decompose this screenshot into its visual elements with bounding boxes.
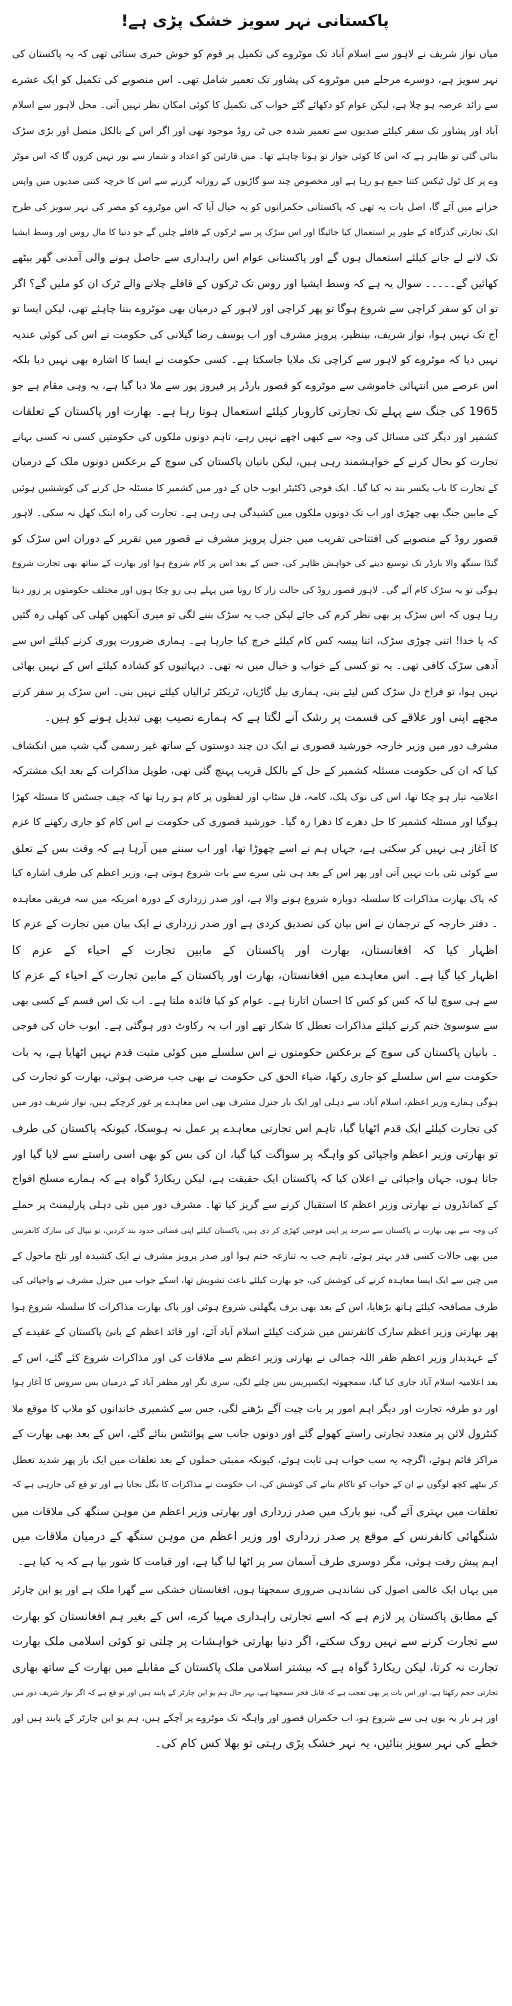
- article-line: ہوگیا اور مسئلہ کشمیر کا حل دھرے کا دھرا رہ گیا۔ خورشید قصوری کی حکومت نے اس کام کو جاری رکھنے کا عزم: [12, 817, 498, 828]
- article-line: اظہار کیا کہ افغانستان، بھارت اور پاکستان کے مابین تجارت کے احیاء کے عزم کا: [12, 942, 498, 957]
- article-line: کیا کہ ان کی حکومت مسئلہ کشمیر کے حل کے بالکل قریب پہنچ گئی تھی، طویل مذاکرات کے بعد ایک مشترکہ: [12, 765, 498, 777]
- article-line: کھائیں گے۔۔۔۔۔ سوال یہ ہے کہ وسط ایشیا اور روس تک ٹرکوں کے قافلے چلانے والے ٹرک ان کو ملیں گے؟ اگر: [12, 277, 498, 290]
- article-line: اعلامیہ تیار ہو چکا تھا، اس کی نوک پلک، کامہ، فل سٹاپ اور لفظوں پر کام ہو رہا تھا کہ چیف جسٹس کا مسئلہ کھڑا: [12, 791, 498, 803]
- article-line: وے پر کل ٹول ٹیکس کتنا جمع ہو رہا ہے اور مخصوص چند سو گاڑیوں کے روزانہ گزرنے سے اس کا خرچہ کتنی صدیوں میں واپس: [12, 176, 498, 187]
- article-line: تو بھارتی وزیر اعظم واجپائی کو واہگہ پر سواگت کیا گیا، ان کی بس کو بھی اسی راستے سے لایا گیا اور: [12, 1147, 498, 1161]
- article-line: شنگھائی کانفرنس کے موقع پر صدر زرداری اور وزیر اعظم من موہن سنگھ کے درمیان ملاقات میں: [12, 1529, 498, 1543]
- article-line: آج تک نہیں ہوا، نواز شریف، بینظیر، پرویز مشرف اور اب یوسف رضا گیلانی کی حکومت نے اس کی کوئی عندیہ: [12, 328, 498, 341]
- article-line: تجارتی حجم رکھتا ہے، اور اس بات پر بھی تعجب ہے کہ قابل فخر سمجھتا ہے، بہر حال ہم یو این چارٹر کے پابند ہیں اور تو قع ہے کہ اگر نواز شریف دور میں: [12, 1688, 498, 1697]
- article-line: خطے کی نہر سویز بنائیں، یہ نہر خشک پڑی رہتی تو بھلا کس کام کی۔: [154, 1736, 498, 1750]
- article-line: کنٹرول لائن پر متعدد تجارتی راستے کھولے گئے اور دونوں جانب سے پوائنٹس بنائے گئے، اس کے بعد بھی بھارت کے: [12, 1428, 498, 1440]
- article-line: اس عرصے میں انتہائی خاموشی سے موٹروے کو قصور بارڈر پر فیروز پور سے ملا دیا گیا ہے، یہ وہی مقام ہے جو: [12, 379, 498, 392]
- article-body: [12, 42, 498, 1757]
- article-line: میں بھی حالات کسی قدر بہتر ہوئے، تاہم جب یہ تنازعہ ختم ہوا اور صدر پرویز مشرف نے ایک کشیدہ اور تلخ ماحول کے: [12, 1250, 498, 1262]
- article-line: اور ہر بار یہ یوں ہی سے شروع ہو، اب حکمران قصور اور واہگہ تک موٹروے پر آچکے ہیں، ہم یو این چارٹر کے پابند ہیں اور: [12, 1712, 498, 1724]
- article-line: سے زائد عرصہ ہو چلا ہے، لیکن عوام کو دکھائے گئے خواب کی تکمیل کا کوئی امکان نظر نہیں آتی۔ محل لاہور سے اسلام: [12, 100, 498, 111]
- article-line: میں چین سے ایک ایسا معاہدہ کرنے کی کوشش کی، جو بھارت کیلئے باعث تشویش تھا، اسکے جواب میں جنرل مشرف نے واجپائی کی: [12, 1276, 498, 1286]
- article-line: 1965 کی جنگ سے پہلے تک تجارتی کاروبار کیلئے استعمال ہوتا رہا ہے۔ بھارت اور پاکستان کے تعلقات: [12, 404, 498, 418]
- article-line: سے تجارت کرنے سے نہیں روک سکتے، اگر دنیا بھارتی خواہشات پر چلتی تو کوئی اسلامی ملک بھارت: [12, 1634, 498, 1648]
- article-line: کہ پاک بھارت مذاکرات کا سلسلہ دوبارہ شروع ہونے والا ہے، اور صدر زرداری کے دورہ امریکہ میں سہ فریقی معاہدہ: [12, 893, 498, 905]
- article-paragraph: [12, 734, 498, 1576]
- article-line: سے کوئی نئی بات نہیں آتی اور پھر اس کے بعد ہی نئی سرے سے بات شروع ہوتی ہے، وزیر اعظم کی طرف اشارہ کیا: [12, 868, 498, 879]
- article-line: تجارت نہ کرتا، لیکن ریکارڈ گواہ ہے کہ بیشتر اسلامی ملک پاکستان کے مقابلے میں بھارت کے ساتھ بھاری: [12, 1660, 498, 1674]
- article-line: سے ہی سوچ لیا کہ کس کو کس کا احسان اتارنا ہے۔ عوام کو کیا فائدہ ملتا ہے۔ اب تک اس قسم کے کسی بھی: [12, 994, 498, 1007]
- article-line: میں یہاں ایک عالمی اصول کی نشاندہی ضروری سمجھتا ہوں، افغانستان خشکی سے گھرا ملک ہے اور یو این چارٹر: [12, 1585, 498, 1596]
- article-line: سے سوسوئ ختم کرنے کیلئے مذاکرات تعطل کا شکار تھے اور اب یہ رکاوٹ دور ہوگئی ہے۔ ایوب خان کی فوجی: [12, 1020, 498, 1032]
- article-line: نہیں دیا کہ موٹروے کو لاہور سے کراچی تک ملایا جاسکتا ہے۔ کسی حکومت نے ایسا کا اشارہ بھی نہیں دیا بلکہ: [12, 354, 498, 366]
- article-line: آباد اور پشاور تک سفر کیلئے صدیوں سے تعمیر شدہ جی ٹی روڈ موجود تھی اور اگر اس کے بالکل متصل اور بڑی سڑک: [12, 125, 498, 137]
- article-line: کے کمانڈروں نے بھارتی وزیر اعظم کا استقبال کرنے سے گریز کیا تھا۔ مشرف دور میں نئی دہلی پارلیمنٹ پر حملے: [12, 1199, 498, 1211]
- article-line: حکومت سے اس سلسلے کو جاری رکھا، ضیاء الحق کی حکومت نے بھی جب مرضی ہوئی، بھارت کو تجارت کی: [12, 1071, 498, 1083]
- article-line: مراکز قائم ہوئے، اگرچہ یہ سب خواب ہی ثابت ہوئے، کیونکہ ممبئی حملوں کے بعد تعلقات میں ایک بار پھر شدید تعطل: [12, 1454, 498, 1466]
- article-line: نہر سویز ہے، دوسرے مرحلے میں موٹروے کی پشاور تک تعمیر شامل تھی۔ اس منصوبے کی تکمیل کو ایک عشرے: [12, 73, 498, 86]
- article-line: اظہار کیا گیا ہے۔ اس معاہدے میں افغانستان، بھارت اور پاکستان کے مابین تجارت کے احیاء کے عزم کا: [12, 968, 498, 982]
- article-line: اور دو طرفہ تجارت اور دیگر اہم امور پر بات چیت آگے بڑھنے لگی، جس سے کشمیری خاندانوں کو ملاپ کا موقع ملا: [12, 1403, 498, 1415]
- article-line: رہا ہوں کہ اس سڑک پر بھی نظر کرم کی جائے لیکن جب یہ سڑک بننے لگی تو میری آنکھیں کھلی کی کھلی رہ گئیں: [12, 610, 498, 621]
- article-line: پھر بھارتی وزیر اعظم سارک کانفرنس میں شرکت کیلئے اسلام آباد آئے، اور قائد اعظم کے بانئ پاکستان کے عقیدے کے: [12, 1327, 498, 1338]
- article-line: کے مابین جنگ بھی چھڑی اور اب تک دونوں ملکوں میں کشیدگی ہی رہی ہے۔ تجارت کی راہ ابتک کھل نہ سکی۔ لاہور: [12, 508, 498, 519]
- article-line: کشمیر اور دیگر کئی مسائل کی وجہ سے کبھی اچھے نہیں رہے، تاہم دونوں ملکوں کی حکومتیں کسی نہ کسی بہانے: [12, 431, 498, 443]
- article-line: بعد اعلامیہ اسلام آباد جاری کیا گیا، سمجھوتہ ایکسپریس بس چلنے لگی، سری نگر اور مظفر آباد کے درمیان بس سروس کا آغاز ہوا: [12, 1378, 498, 1388]
- article-line: ۔ دفتر خارجہ کے ترجمان نے اس بیان کی تصدیق کردی ہے اور صدر زرداری نے ایک بیان میں تجارت کے عزم کا: [12, 918, 498, 930]
- article-paragraph: [12, 1578, 498, 1757]
- article-line: تو ان کو سفر کراچی سے شروع ہوگا تو پھر کراچی اور لاہور کے درمیان بھی موٹروے بننا چاہئے تھی، لیکن ایسا تو: [12, 303, 498, 315]
- article-line: کی وجہ سے بھی بھارت نے پاکستان سے سرحد پر اپنی فوجیں کھڑی کر دی ہیں، پاکستان کیلئے اپنی فضائی حدود بند کردیں، تو نیپال کی سارک کانفرنس: [12, 1226, 498, 1235]
- article-line: اہم پیش رفت ہوئی، مگر دوسری طرف آسمان سر پر اٹھا لیا گیا ہے، اور قیامت کا شور بپا ہے کہ یہ کیا ہے۔: [17, 1555, 498, 1568]
- article-line: مشرف دور میں وزیر خارجہ خورشید قصوری نے ایک دن چند دوستوں کے ساتھ غیر رسمی گپ شپ میں انکشاف: [12, 739, 498, 752]
- article-paragraph: [12, 42, 498, 731]
- article-line: نہیں ہوا، تو فراخ دل سڑک کس لیئے بنی، ہماری بیل گاڑیاں، ٹریکٹر ٹرالیاں کیلئے نہیں بنی۔ اس سڑک پر سفر کرتے: [12, 686, 498, 698]
- article-line: قصور روڈ کے منصوبے کی افتتاحی تقریب میں جنرل پرویز مشرف نے قصور میں تقریر کے دوران اس سڑک کو: [12, 532, 498, 545]
- article-line: تجارت کو بحال کرنے کے خواہشمند رہی ہیں، لیکن بانیان پاکستان کی سوچ کے برعکس دونوں ملک کے درمیان: [12, 456, 498, 468]
- article-line: جاتا ہوں، جہاں واجپائی نے اعلان کیا کہ پاکستان ایک حقیقت ہے، لیکن ریکارڈ گواہ ہے کہ ہمارے مسلح افواج: [12, 1173, 498, 1185]
- article-line: کا آغاز ہی نہیں کر سکتی ہے، جہاں ہم نے اسے چھوڑا تھا، اور اب سننے میں آرہا ہے کہ وقت بس کے تعلق: [12, 841, 498, 855]
- article-line: کے عہدیدار وزیر اعظم ظفر اللہ جمالی نے بھارتی وزیر اعظم سے ملاقات کی اور مذاکرات شروع کئے گئے، اس کے: [12, 1352, 498, 1364]
- article-title: پاکستانی نہر سویز خشک پڑی ہے!: [120, 11, 390, 30]
- article-line: طرف مصافحہ کیلئے ہاتھ بڑھایا، اس کے بعد بھی برف پگھلنی شروع ہوئی اور پاک بھارت مذاکرات کا سلسلہ شروع ہوا: [12, 1301, 498, 1313]
- article-line: کہ یا خدا! اتنی چوڑی سڑک، اتنا پیسہ کس کام کیلئے خرچ کیا جارہا ہے۔ ہماری ضرورت پوری کرنے کیلئے اس سے: [12, 635, 498, 647]
- article-line: خزانے میں آئے گا، اصل بات یہ تھی کہ پاکستانی حکمرانوں کو یہ خیال آیا کہ اس موٹروے کو مصر کی نہر سویز کی طرح: [12, 202, 498, 213]
- article-line: ۔ بانیان پاکستان کی سوچ کے برعکس حکومتوں نے اس سلسلے میں کوئی مثبت قدم نہیں اٹھایا ہے، یہ بات: [12, 1045, 498, 1059]
- article-line: ہوگی تو یہ سڑک کام آئے گی۔ لاہور قصور روڈ کی حالت زار کا رونا میں پہلے ہی رو چکا ہوں اور مختلف حکومتوں پر زور دیتا: [12, 584, 498, 596]
- article-line: میاں نواز شریف نے لاہور سے اسلام آباد تک موٹروے کی تکمیل پر قوم کو خوش خبری سنائی تھی کہ یہ پاکستان کی: [12, 49, 498, 60]
- article-line: کی تجارت کیلئے ایک قدم اٹھایا گیا، تاہم اس تجارتی معاہدے پر عمل نہ ہوسکا، کیونکہ پاکستان کی طرف: [12, 1122, 498, 1135]
- article-line: ایک تجارتی گذرگاہ کے طور پر استعمال کیا جائیگا اور اس سڑک پر سے ٹرکوں کے قافلے چلیں گے جو دنیا کا مال روس اور وسط ایشیا: [12, 227, 498, 238]
- article-line: تعلقات میں بہتری آئے گی، نیو یارک میں صدر زرداری اور بھارتی وزیر اعظم من موہن سنگھ کی ملاقات میں: [12, 1504, 498, 1518]
- article-line: مجھے اپنی اور علاقے کی قسمت پر رشک آنے لگتا ہے کہ ہمارے نصیب بھی تبدیل ہونے کو ہیں۔: [44, 710, 498, 724]
- article-line: کر بیٹھے کچھ لوگوں نے ان کے خواب کو ناکام بنانے کی کوشش کی، اب حکومت نے مذاکرات کا بگل بجایا ہے اور تو قع کی جارہی ہے کہ: [12, 1480, 498, 1490]
- article-line: کے تجارت کا باب یکسر بند نہ کیا گیا۔ ایک فوجی ڈکٹیٹر ایوب خان کے دور میں کشمیر کا مسئلہ حل کرنے کی کوششیں ہوئیں: [12, 482, 498, 494]
- article-line: گنڈا سنگھ والا بارڈر تک توسیع دینے کی خواہش ظاہر کی، جس کے بعد اس پر کام شروع ہوا اور بھارت کے ساتھ بھی تجارت شروع: [12, 559, 498, 569]
- article-line: بنائی گئی تو ظاہر ہے کہ اس کا کوئی جواز تو ہونا چاہئے تھا۔ میں قارئین کو اعداد و شمار سے بور نہیں کروں گا کہ اس موٹر: [12, 151, 498, 162]
- article-line: ہوگی ہمارے وزیر اعظم، اسلام آباد، سے دہلی اور ایک بار جنرل مشرف بھی اس معاہدے پر غور کرچکے ہیں، نواز شریف دور میں: [12, 1097, 498, 1108]
- article-line: آدھی سڑک کافی تھی۔ یہ تو کسی کے خواب و خیال میں نہ تھی۔ دیہاتیوں کو کشادہ کیلئے اس کے نہیں بھائی: [12, 660, 498, 672]
- article-line: تک لانے لے جانے کیلئے استعمال ہوں گے اور پاکستانی عوام اس راہداری سے حاصل ہونے والی آمدنی گھر بیٹھے: [12, 252, 498, 264]
- article-line: کے مطابق پاکستان پر لازم ہے کہ اسے تجارتی راہداری مہیا کرے، اس کے بغیر ہم افغانستان کو بھارت: [12, 1608, 498, 1623]
